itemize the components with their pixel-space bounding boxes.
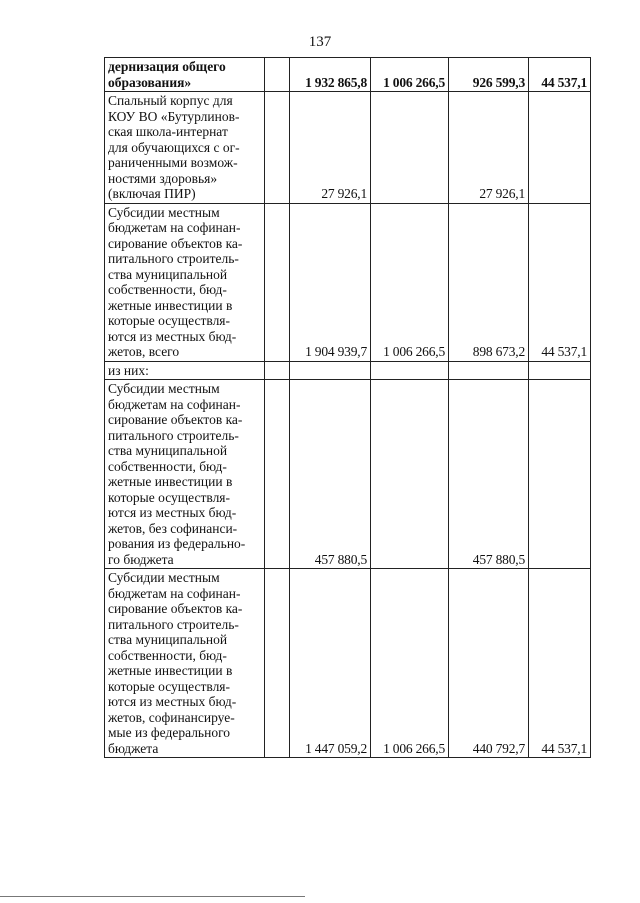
amount-col3-cell: 926 599,3 (449, 58, 529, 92)
total-cell (290, 361, 371, 380)
amount-col2-cell: 1 006 266,5 (371, 203, 449, 361)
page-number: 137 (308, 34, 332, 50)
total-cell: 1 932 865,8 (290, 58, 371, 92)
table-row-of-which (105, 361, 591, 380)
amount-col4-cell (529, 92, 591, 204)
table-row-subsidies-no-federal (105, 380, 591, 569)
amount-col3-cell: 27 926,1 (449, 92, 529, 204)
total-cell: 1 447 059,2 (290, 569, 371, 758)
total-cell: 27 926,1 (290, 92, 371, 204)
amount-col3-cell: 440 792,7 (449, 569, 529, 758)
row-name-cell: Спальный корпус для КОУ ВО «Бутурлинов- ская школа-интернат для обучающихся с ог- раниченными возмож- ностями здоровья» (включая ПИР) (105, 92, 265, 204)
amount-col2-cell: 1 006 266,5 (371, 58, 449, 92)
blank-cell (265, 569, 290, 758)
blank-cell (265, 361, 290, 380)
blank-cell (265, 203, 290, 361)
row-name-cell: из них: (105, 361, 265, 380)
table-row-dormitory (105, 92, 591, 204)
amount-col3-cell: 457 880,5 (449, 380, 529, 569)
total-cell: 457 880,5 (290, 380, 371, 569)
budget-table-body (105, 58, 591, 758)
budget-table (104, 57, 591, 758)
blank-cell (265, 58, 290, 92)
row-name-cell: Субсидии местным бюджетам на софинан- сирование объектов ка- питального строитель- ства муниципальной собственности, бюд- жетные инвестиции в которые осуществля- ются из местных бюд- жетов, всего (105, 203, 265, 361)
amount-col2-cell (371, 380, 449, 569)
amount-col2-cell (371, 92, 449, 204)
blank-cell (265, 380, 290, 569)
total-cell: 1 904 939,7 (290, 203, 371, 361)
row-name-cell: Субсидии местным бюджетам на софинан- сирование объектов ка- питального строитель- ства муниципальной собственности, бюд- жетные инвестиции в которые осуществля- ются из местных бюд- жетов, софинансируе- мые из федерального бюджета (105, 569, 265, 758)
amount-col4-cell: 44 537,1 (529, 569, 591, 758)
amount-col4-cell (529, 361, 591, 380)
amount-col4-cell: 44 537,1 (529, 58, 591, 92)
footer-divider (0, 896, 305, 897)
amount-col4-cell (529, 380, 591, 569)
amount-col3-cell (449, 361, 529, 380)
table-row-subsidies-federal (105, 569, 591, 758)
table-row-subsidies-total (105, 203, 591, 361)
table-row-section-total (105, 58, 591, 92)
amount-col3-cell: 898 673,2 (449, 203, 529, 361)
amount-col2-cell (371, 361, 449, 380)
row-name-cell: дернизация общего образования» (105, 58, 265, 92)
amount-col4-cell: 44 537,1 (529, 203, 591, 361)
blank-cell (265, 92, 290, 204)
row-name-cell: Субсидии местным бюджетам на софинан- сирование объектов ка- питального строитель- ства муниципальной собственности, бюд- жетные инвестиции в которые осуществля- ются из местных бюд- жетов, без софинанси- рования из федерально- го бюджета (105, 380, 265, 569)
amount-col2-cell: 1 006 266,5 (371, 569, 449, 758)
